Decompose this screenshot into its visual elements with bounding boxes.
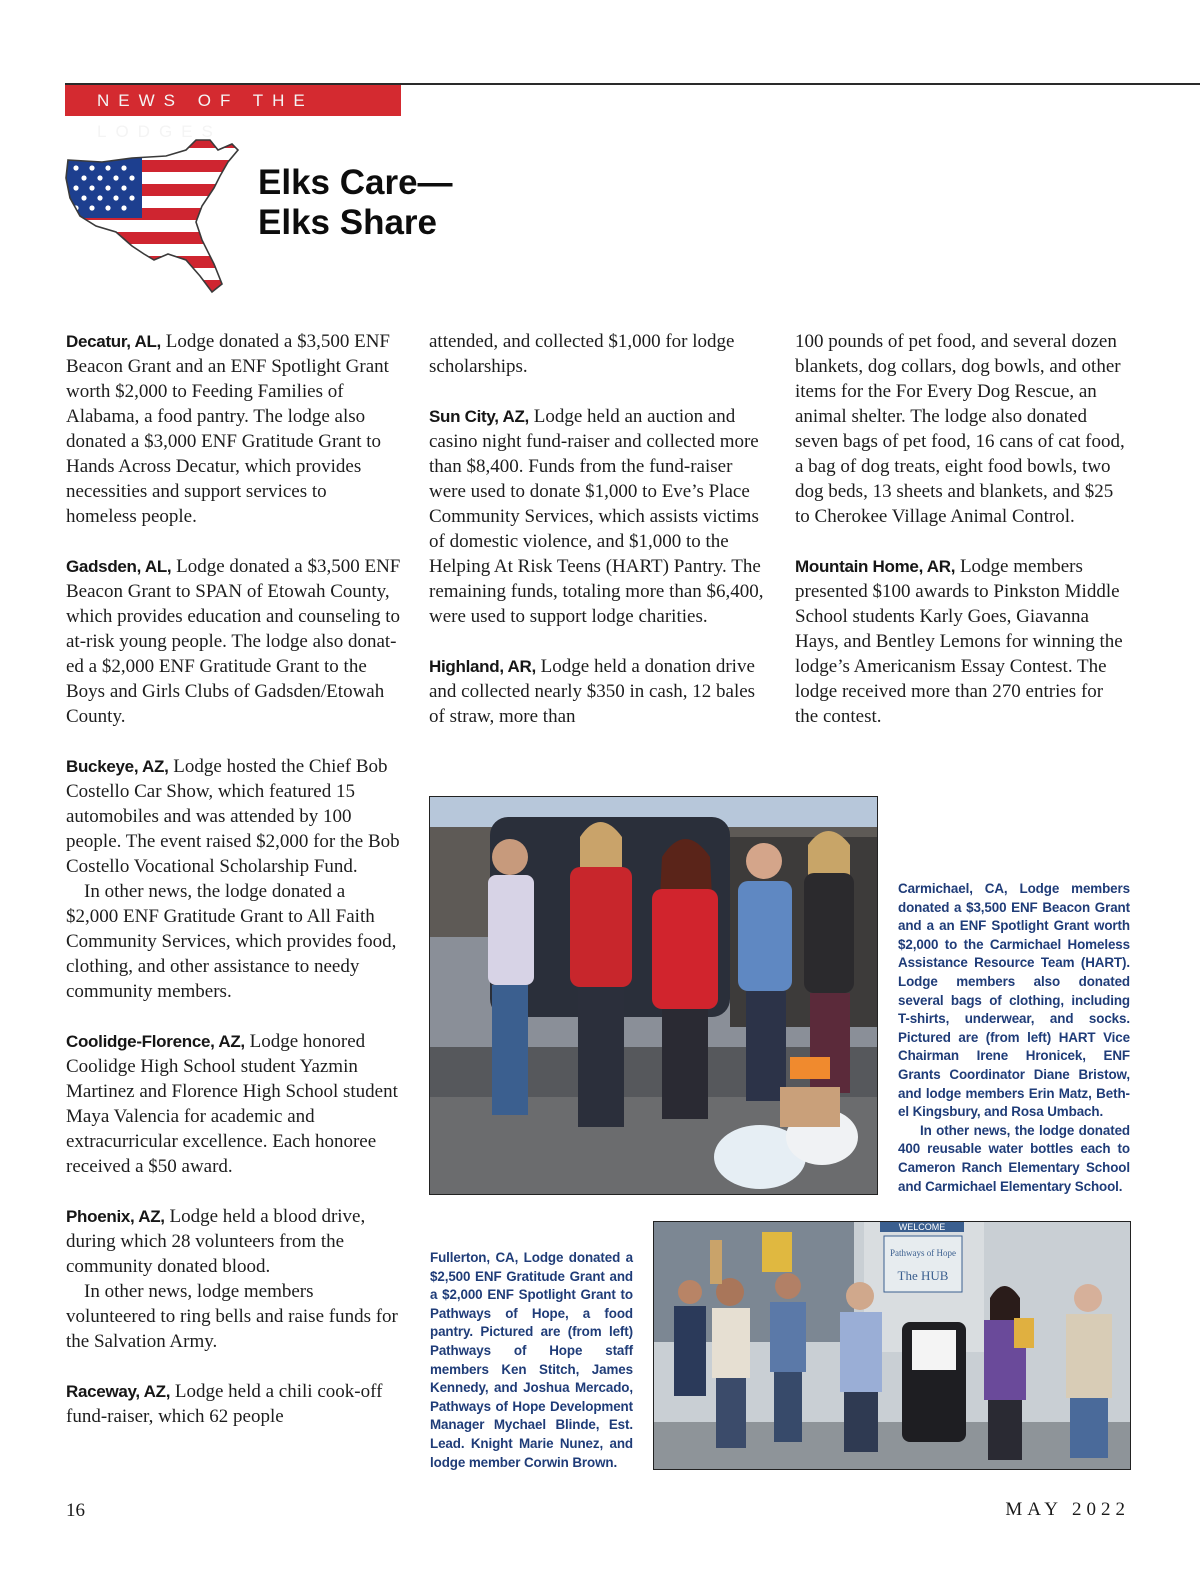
item-text: Lodge hosted the Chief Bob Costello Car Show, which featured 15 automobiles and was attended by 100 people. The event raised $2,000 for the Bob Costello Vocational Scholarship Fund. [66, 756, 400, 877]
photo-carmichael [429, 796, 878, 1195]
item-raceway-continued: attended, and collected $1,000 for lodge scholarships. [429, 331, 735, 377]
item-raceway [66, 1379, 401, 1429]
us-flag-map-icon [62, 136, 242, 294]
caption-lead: Fullerton, CA, [430, 1250, 519, 1265]
item-suncity [429, 404, 769, 629]
item-mountainhome [795, 554, 1130, 729]
item-text: Lodge held a donation drive and collected nearly $350 in cash, 12 bales of straw, more than [429, 656, 756, 727]
issue-date: MAY 2022 [1005, 1499, 1130, 1520]
item-buckeye-more: In other news, the lodge donated a $2,000 ENF Gratitude Grant to All Faith Community Services, which provides food, clothing, and other assistance to needy community members. [66, 881, 397, 1002]
item-phoenix-more: In other news, lodge members volunteered to ring bells and raise funds for the Salvation Army. [66, 1281, 398, 1352]
photo-fullerton [653, 1221, 1131, 1470]
caption-carmichael [898, 880, 1130, 1196]
item-text: Lodge honored Coolidge High School student Yazmin Martinez and Florence High School student Maya Valencia for academic and extracurricular excellence. Each honoree received a $50 award. [66, 1031, 398, 1177]
item-text: Lodge held an auction and casino night fund-raiser and collected more than $8,400. Funds from the fund-raiser were used to donate $1,000 to Eve’s Place Community Services, which assists victims of domestic violence, and $1,000 to the Helping At Risk Teens (HART) Pantry. The remaining funds, totaling more than $6,400, were used to support lodge charities. [429, 406, 764, 627]
column-2 [429, 329, 769, 754]
column-3 [795, 329, 1130, 754]
item-text: Lodge donated a $3,500 ENF Beacon Grant to SPAN of Etowah County, which provides education and counseling to at-risk young people. The lodge also donated a $2,000 ENF Gratitude Grant to the Boys and Girls Clubs of Gadsden/Etowah County. [66, 556, 401, 727]
person-4 [738, 843, 792, 1101]
item-decatur [66, 329, 401, 529]
caption-lead: Carmichael, CA, [898, 881, 1008, 896]
section-header: NEWS OF THE LODGES [65, 85, 401, 116]
sign-org: Pathways of Hope [890, 1248, 956, 1258]
item-gadsden [66, 554, 401, 729]
column-1 [66, 329, 401, 1454]
item-lead: Phoenix, AZ, [66, 1207, 165, 1226]
item-text: Lodge donated a $3,500 ENF Beacon Grant and an ENF Spotlight Grant worth $2,000 to Feeding Families of Alabama, a food pantry. The lodge also donated a $3,000 ENF Gratitude Grant to Hands Across Decatur, which provides necessities and support services to homeless people. [66, 331, 390, 527]
item-highland [429, 654, 769, 729]
page-number: 16 [66, 1500, 85, 1521]
item-text: Lodge held a chili cook-off fund-raiser, which 62 people [66, 1381, 383, 1427]
item-lead: Gadsden, AL, [66, 557, 172, 576]
title-line-1: Elks Care— [258, 163, 453, 202]
caption-fullerton [430, 1249, 633, 1472]
caption-text-more: In other news, the lodge donated 400 reusable water bottles each to Cameron Ranch Elementary School and Carmichael Elementary School. [898, 1122, 1130, 1194]
item-phoenix [66, 1204, 401, 1279]
item-lead: Coolidge-Florence, AZ, [66, 1032, 245, 1051]
item-text: Lodge members presented $100 awards to Pinkston Middle School students Karly Goes, Giavanna Hays, and Bentley Lemons for winning the lodge’s Americanism Essay Contest. The lodge received more than 270 entries for the contest. [795, 556, 1123, 727]
person-2 [570, 822, 632, 1127]
title-line-2: Elks Share [258, 203, 437, 242]
item-lead: Raceway, AZ, [66, 1382, 171, 1401]
item-highland-continued: 100 pounds of pet food, and several dozen blankets, dog collars, dog bowls, and other items for the For Every Dog Rescue, an animal shelter. The lodge also donated seven bags of pet food, 16 cans of cat food, a bag of dog treats, eight food bowls, two dog beds, 13 sheets and blankets, and $25 to Cherokee Village Animal Control. [795, 331, 1125, 527]
item-lead: Sun City, AZ, [429, 407, 529, 426]
sign-welcome: WELCOME [898, 1222, 946, 1232]
item-text: Lodge held a blood drive, during which 28 volunteers from the community donated blood. [66, 1206, 366, 1277]
page-title [258, 163, 453, 243]
item-coolidge [66, 1029, 401, 1179]
person-5 [804, 831, 854, 1093]
item-lead: Buckeye, AZ, [66, 757, 169, 776]
item-lead: Decatur, AL, [66, 332, 161, 351]
item-lead: Mountain Home, AR, [795, 557, 956, 576]
item-lead: Highland, AR, [429, 657, 536, 676]
item-buckeye [66, 754, 401, 879]
caption-text: Lodge donated a $2,500 ENF Gratitude Grant and a $2,000 ENF Spotlight Grant to Pathways of Hope, a food pantry. Pictured are (from left) Pathways of Hope staff members Ken Stitch, James Kennedy, and Joshua Mercado, Pathways of Hope Development Manager Mychael Blinde, Est. Lead. Knight Marie Nunez, and lodge member Corwin Brown. [430, 1250, 633, 1470]
sign-hub: The HUB [897, 1268, 949, 1283]
caption-text: Lodge members donated a $3,500 ENF Beacon Grant and a an ENF Spotlight Grant worth $2,000 to the Carmichael Homeless Assistance Resource Team (HART). Lodge members also donated several bags of clothing, including T-shirts, underwear, and socks. Pictured are (from left) HART Vice Chairman Irene Hronicek, ENF Grants Coordinator Diane Bristow, and lodge members Erin Matz, Bethel Kingsbury, and Rosa Umbach. [898, 881, 1130, 1120]
person-1 [488, 839, 534, 1115]
